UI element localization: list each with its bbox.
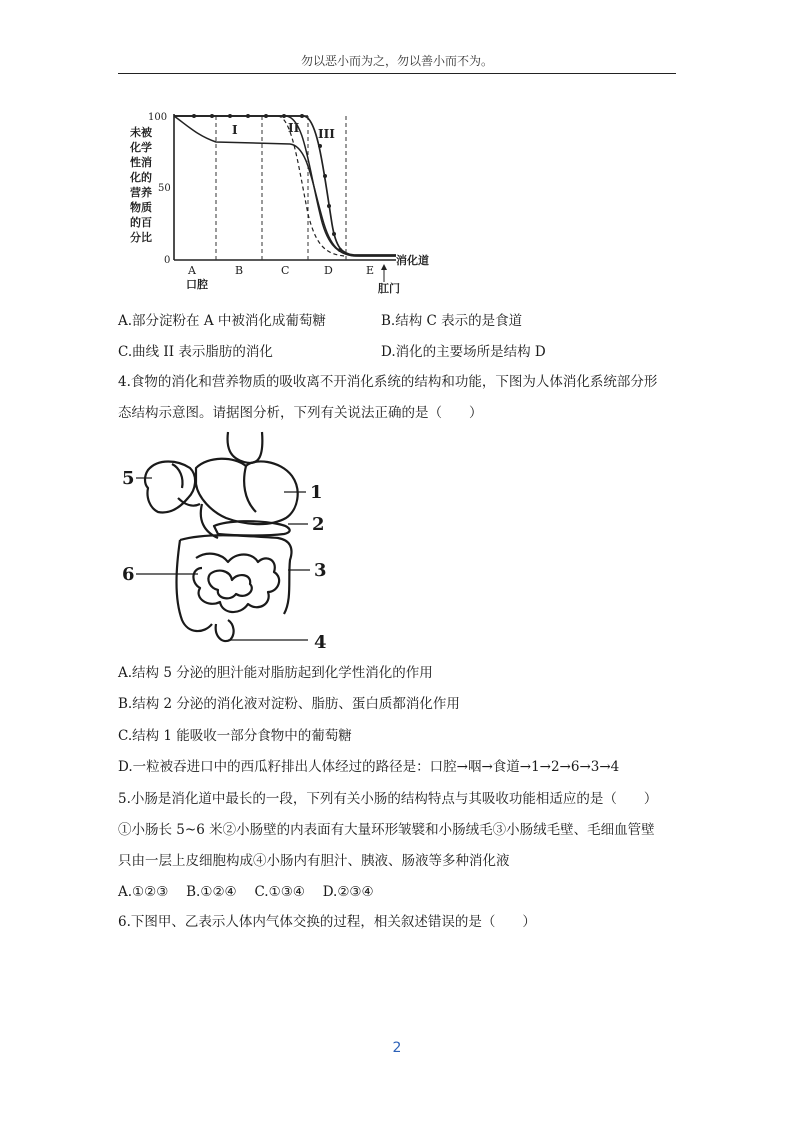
q5-line3: 只由一层上皮细胞构成④小肠内有胆汁、胰液、肠液等多种消化液 bbox=[118, 853, 510, 869]
x-tick-D: D bbox=[324, 264, 333, 277]
curve-dot bbox=[264, 114, 268, 118]
curve-dot bbox=[332, 232, 336, 236]
digestive-system-figure bbox=[118, 428, 348, 654]
y-axis-label-7: 分比 bbox=[130, 231, 152, 244]
y-tick-50: 50 bbox=[158, 183, 171, 194]
q5-line2: ①小肠长 5~6 米②小肠壁的内表面有大量环形皱襞和小肠绒毛③小肠绒毛壁、毛细血管壁 bbox=[118, 822, 655, 838]
label-6: 6 bbox=[122, 564, 135, 585]
label-2: 2 bbox=[312, 514, 325, 535]
q4-option-d: D.一粒被吞进口中的西瓜籽排出人体经过的路径是：口腔→咽→食道→1→2→6→3→4 bbox=[118, 759, 620, 775]
y-axis-label-3: 化的 bbox=[130, 171, 152, 184]
y-axis-label-0: 未被 bbox=[130, 126, 152, 139]
y-axis-label-5: 物质 bbox=[130, 201, 152, 214]
curve-dot bbox=[282, 114, 286, 118]
curve-dot bbox=[323, 174, 327, 178]
y-axis-label-4: 营养 bbox=[130, 186, 152, 199]
stomach bbox=[196, 459, 298, 524]
x-tick-B: B bbox=[235, 264, 244, 277]
y-axis-label-1: 化学 bbox=[130, 141, 152, 154]
q6-stem: 6.下图甲、乙表示人体内气体交换的过程，相关叙述错误的是（ ） bbox=[118, 914, 536, 930]
a-sub-label: 口腔 bbox=[186, 278, 208, 291]
q4-stem-line1: 4.食物的消化和营养物质的吸收离不开消化系统的结构和功能，下图为人体消化系统部分形 bbox=[118, 374, 658, 390]
label-3: 3 bbox=[314, 560, 327, 581]
curve-II bbox=[174, 116, 396, 256]
label-5: 5 bbox=[122, 468, 135, 489]
large-intestine-transverse bbox=[180, 535, 292, 614]
y-axis-label-2: 性消 bbox=[130, 156, 152, 169]
x-tick-A: A bbox=[188, 264, 196, 277]
curve-label-II: II bbox=[288, 121, 300, 135]
digestion-curve-figure bbox=[128, 104, 448, 296]
q4-option-a: A.结构 5 分泌的胆汁能对脂肪起到化学性消化的作用 bbox=[118, 665, 433, 681]
q3-option-c: C.曲线 II 表示脂肪的消化 bbox=[118, 344, 273, 360]
curve-dot bbox=[246, 114, 250, 118]
curve-dot bbox=[228, 114, 232, 118]
curve-dot bbox=[318, 144, 322, 148]
q3-option-a: A.部分淀粉在 A 中被消化成葡萄糖 bbox=[118, 313, 326, 329]
curve-III bbox=[174, 116, 396, 255]
q5-options: A.①②③ B.①②④ C.①③④ D.②③④ bbox=[118, 884, 374, 900]
label-1: 1 bbox=[310, 482, 323, 503]
curve-label-III: III bbox=[318, 127, 335, 141]
y-tick-100: 100 bbox=[148, 112, 168, 123]
duodenum bbox=[201, 504, 218, 538]
anus-label: 肛门 bbox=[378, 282, 400, 295]
curve-dot bbox=[338, 248, 342, 252]
curve-label-I: I bbox=[232, 123, 238, 137]
curve-dot bbox=[210, 114, 214, 118]
x-axis-label: 消化道 bbox=[396, 254, 429, 267]
header-rule bbox=[118, 73, 676, 74]
y-axis-label-6: 的百 bbox=[130, 216, 152, 229]
header-motto: 勿以恶小而为之，勿以善小而不为。 bbox=[300, 54, 493, 68]
q3-option-d: D.消化的主要场所是结构 D bbox=[381, 344, 546, 360]
curve-I bbox=[174, 116, 396, 256]
page-number: 2 bbox=[392, 1040, 402, 1056]
label-4: 4 bbox=[314, 632, 327, 653]
stomach-inner bbox=[244, 466, 256, 512]
x-tick-C: C bbox=[281, 264, 290, 277]
anus-arrow-head bbox=[381, 264, 387, 270]
y-tick-0: 0 bbox=[164, 255, 171, 266]
q4-stem-line2: 态结构示意图。请据图分析，下列有关说法正确的是（ ） bbox=[118, 405, 483, 421]
curve-dot bbox=[300, 114, 304, 118]
liver-lobe bbox=[172, 464, 183, 488]
small-intestine-inner bbox=[208, 571, 251, 599]
q4-option-c: C.结构 1 能吸收一部分食物中的葡萄糖 bbox=[118, 728, 352, 744]
rectum bbox=[216, 620, 234, 641]
curve-dot bbox=[327, 204, 331, 208]
q4-option-b: B.结构 2 分泌的消化液对淀粉、脂肪、蛋白质都消化作用 bbox=[118, 696, 460, 712]
x-tick-E: E bbox=[366, 264, 375, 277]
curve-dot bbox=[192, 114, 196, 118]
esophagus bbox=[228, 432, 263, 463]
q3-option-b: B.结构 C 表示的是食道 bbox=[381, 313, 523, 329]
small-intestine-loops bbox=[193, 554, 279, 612]
q5-stem: 5.小肠是消化道中最长的一段，下列有关小肠的结构特点与其吸收功能相适应的是（ ） bbox=[118, 791, 658, 807]
